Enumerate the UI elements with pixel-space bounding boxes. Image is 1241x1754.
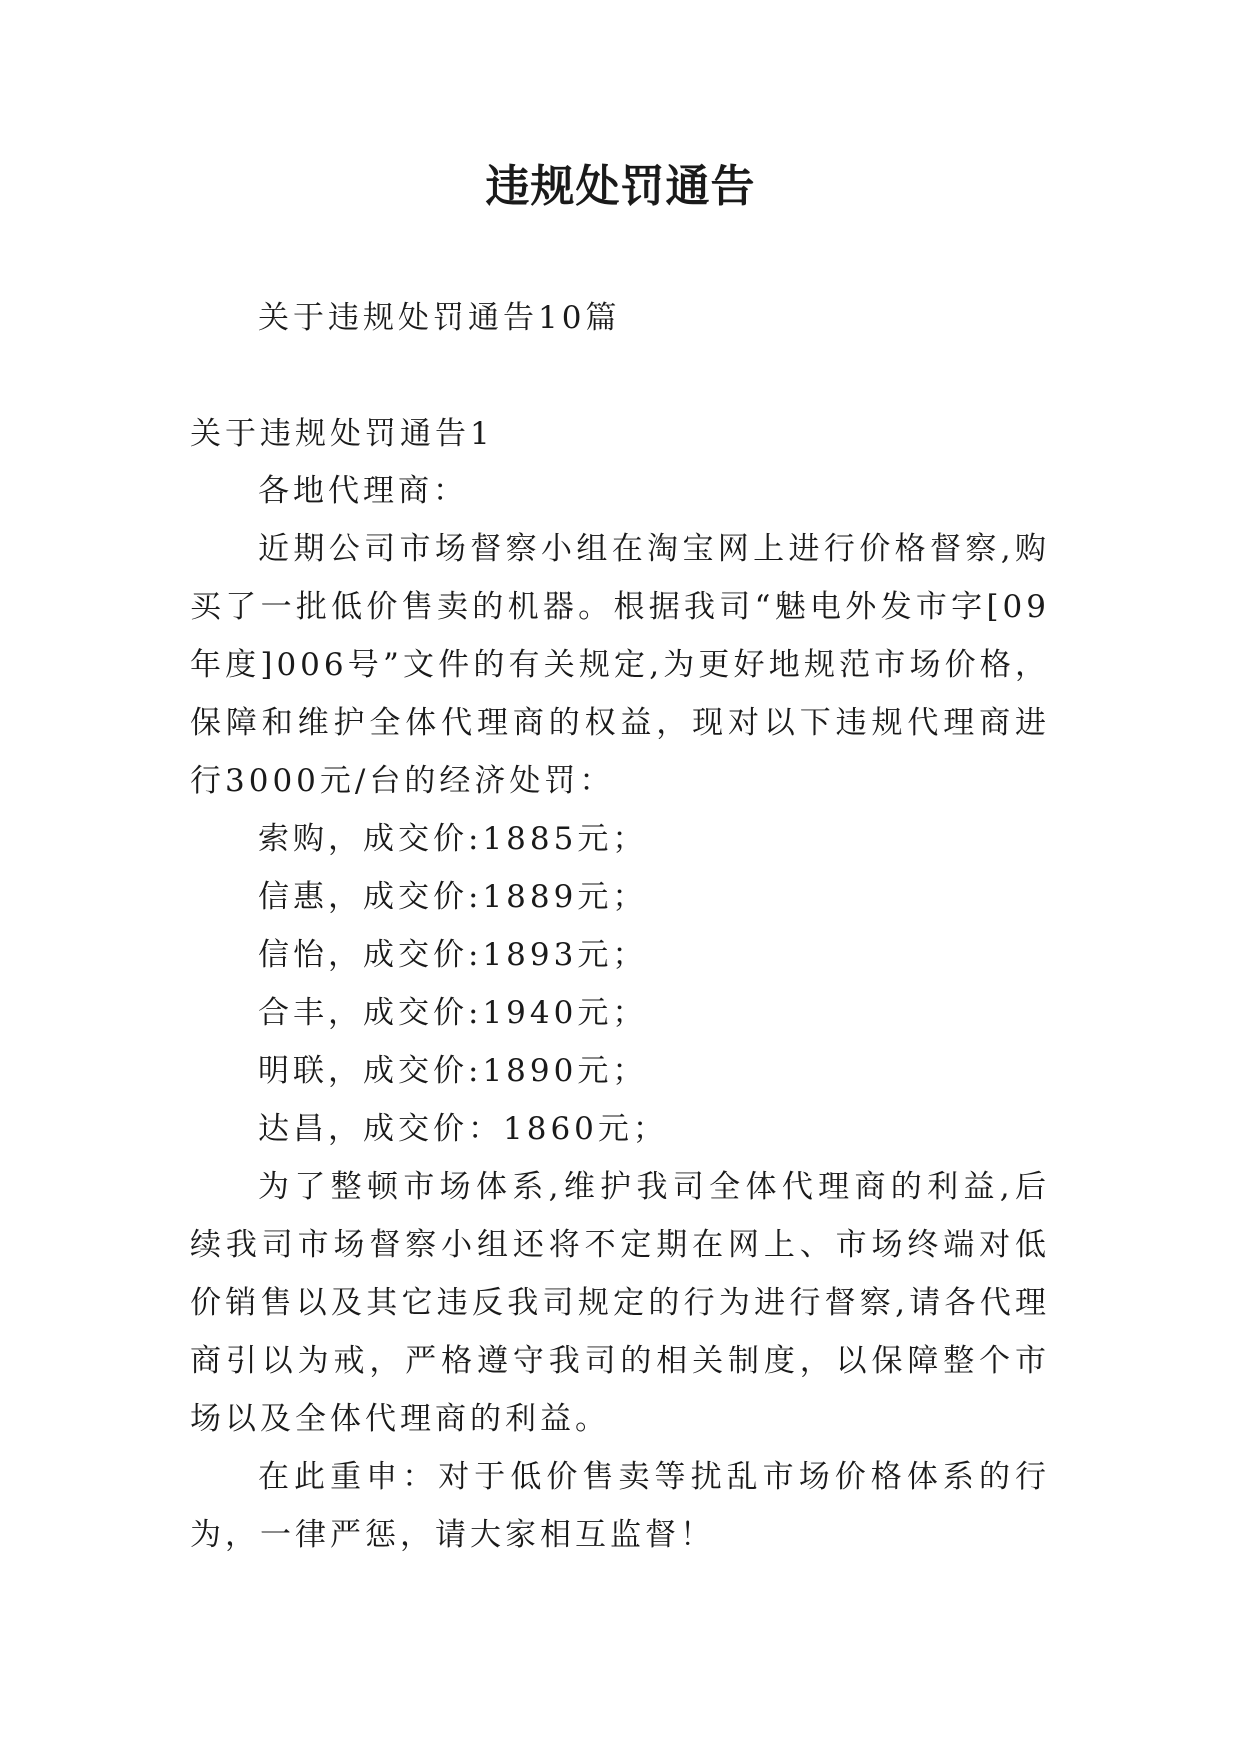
penalty-item: 明联，成交价:1890元； [258,1053,648,1089]
document-body [190,462,1050,1564]
paragraph-followup: 为了整顿市场体系,维护我司全体代理商的利益,后续我司市场督察小组还将不定期在网上、市场终端对低价销售以及其它违反我司规定的行为进行督察,请各代理商引以为戒，严格遵守我司的相关制度，以保障整个市场以及全体代理商的利益。 [190,1169,1050,1437]
document-subtitle: 关于违规处罚通告10篇 [258,300,621,336]
paragraph-reiteration: 在此重申：对于低价售卖等扰乱市场价格体系的行为，一律严惩，请大家相互监督！ [190,1459,1050,1553]
document-title: 违规处罚通告 [485,161,756,212]
paragraph-intro: 近期公司市场督察小组在淘宝网上进行价格督察,购买了一批低价售卖的机器。根据我司“魅电外发市字[09年度]006号”文件的有关规定,为更好地规范市场价格，保障和维护全体代理商的权益，现对以下违规代理商进行3000元/台的经济处罚： [190,531,1050,799]
penalty-item: 合丰，成交价:1940元； [258,995,648,1031]
penalty-item: 信怡，成交价:1893元； [258,937,648,973]
penalty-item: 信惠，成交价:1889元； [258,879,648,915]
salutation: 各地代理商： [258,473,468,509]
section-heading: 关于违规处罚通告1 [190,416,494,452]
penalty-item: 索购，成交价:1885元； [258,821,648,857]
penalty-item: 达昌，成交价：1860元； [258,1111,668,1147]
